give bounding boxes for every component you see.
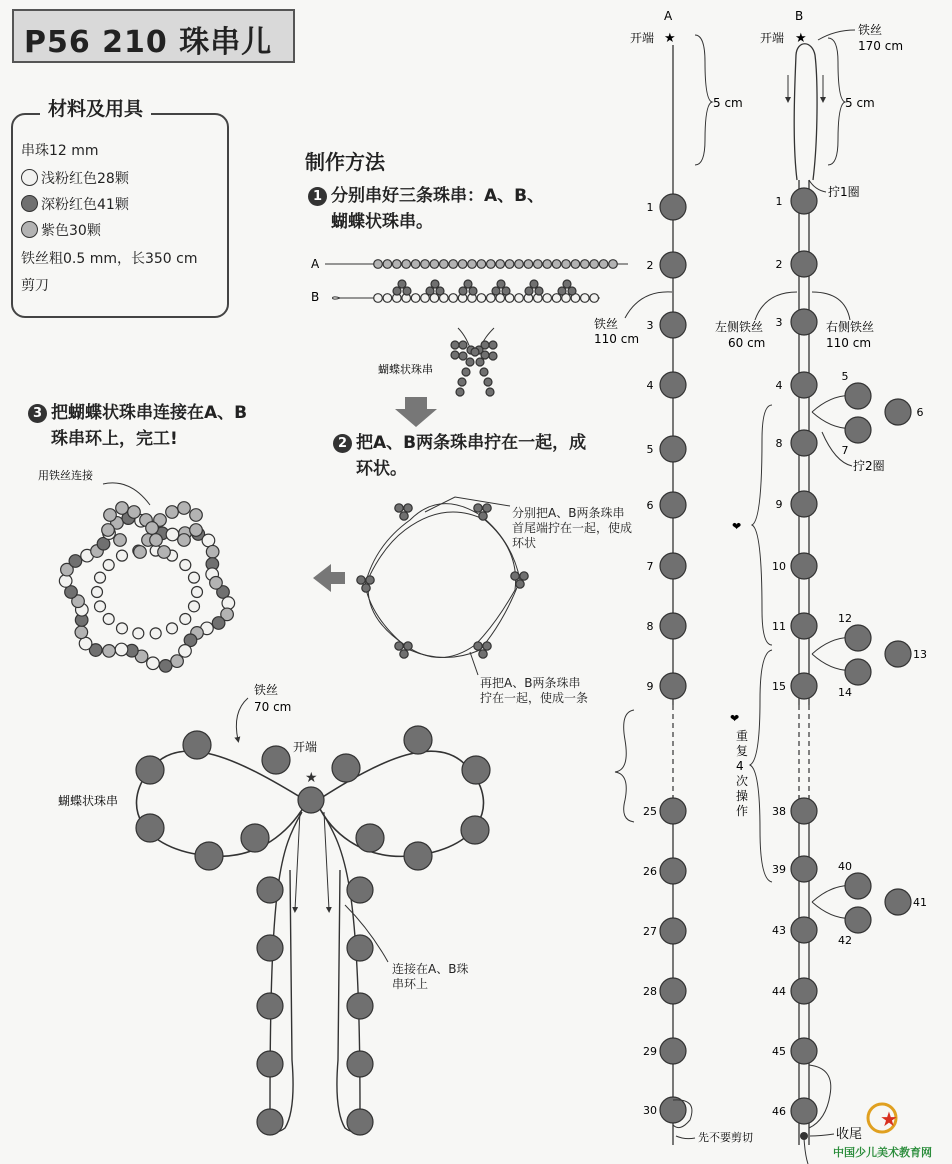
mini-butterfly xyxy=(451,328,497,396)
strand-b-column-bead xyxy=(791,553,817,579)
wreath-bow-bead xyxy=(166,506,179,519)
mini-butterfly-bead xyxy=(458,378,466,386)
right-wire-label: 右侧铁丝 xyxy=(826,320,875,334)
tail-bead xyxy=(347,993,373,1019)
wreath-bead xyxy=(166,528,179,541)
bow-bead xyxy=(404,842,432,870)
strand-b-loop-length: 5 cm xyxy=(845,96,875,110)
mini-butterfly-bead xyxy=(489,352,497,360)
strand-a-bead xyxy=(430,260,439,269)
step-1-text: 1 分别串好三条珠串：A、B、 蝴蝶状珠串。 xyxy=(308,183,544,235)
petal-bead xyxy=(885,889,911,915)
strand-a-column-bead xyxy=(660,978,686,1004)
material-item: 紫色30颗 xyxy=(21,220,101,240)
mini-butterfly-bead xyxy=(484,378,492,386)
svg-text:★: ★ xyxy=(880,1107,898,1131)
strand-a-wire-label: 铁丝 xyxy=(594,317,619,331)
bead-number: 42 xyxy=(838,934,852,947)
star-icon: ★ xyxy=(795,31,807,46)
bow-bead xyxy=(262,746,290,774)
strand-a-bead xyxy=(458,260,467,269)
strand-b-column-bead xyxy=(791,430,817,456)
ring-bead xyxy=(520,572,528,580)
mini-butterfly-bead xyxy=(481,351,489,359)
bead-number: 45 xyxy=(772,1045,786,1058)
strand-b-column-bead xyxy=(791,613,817,639)
twist-1-label: 拧1圈 xyxy=(828,185,860,199)
bead-number: 4 xyxy=(775,379,783,392)
petal-bead xyxy=(459,287,467,295)
wreath-bow-bead xyxy=(104,509,117,522)
wreath-inner-bead xyxy=(192,587,203,598)
strand-b-column-bead xyxy=(791,673,817,699)
bead-number: 3 xyxy=(646,319,654,332)
strand-a-bead xyxy=(477,260,486,269)
tail-bead xyxy=(257,1051,283,1077)
strand-a-column-bead xyxy=(660,1038,686,1064)
bead-number: 9 xyxy=(646,680,654,693)
petal-bead xyxy=(502,287,510,295)
wreath-inner-bead xyxy=(95,601,106,612)
bow-bead xyxy=(461,816,489,844)
strand-b-column-bead xyxy=(791,491,817,517)
ring-bead xyxy=(395,642,403,650)
strand-a-bead xyxy=(411,260,420,269)
petal-bead xyxy=(398,280,406,288)
bow-bead xyxy=(195,842,223,870)
method-title: 制作方法 xyxy=(305,150,385,174)
mini-butterfly-bead xyxy=(466,358,474,366)
bead-number: 41 xyxy=(913,896,927,909)
bead-number: 7 xyxy=(646,560,654,573)
petal-bead xyxy=(525,287,533,295)
left-wire-label: 左侧铁丝 xyxy=(715,320,764,334)
wreath-inner-bead xyxy=(117,623,128,634)
wreath-bow-bead xyxy=(134,546,147,559)
wreath-bow-bead xyxy=(146,522,159,535)
bow-bead xyxy=(404,726,432,754)
strand-a-bead xyxy=(449,260,458,269)
bead-number: 2 xyxy=(775,258,783,271)
bead-number: 39 xyxy=(772,863,786,876)
tail-bead xyxy=(347,1109,373,1135)
strand-a-column-bead xyxy=(660,194,686,220)
strand-a-bead xyxy=(609,260,618,269)
bead-number: 5 xyxy=(646,443,654,456)
repeat-note: 重复 4 次操作 xyxy=(736,729,749,818)
bead-number: 30 xyxy=(643,1104,657,1117)
bead-number: 7 xyxy=(841,444,849,457)
mini-butterfly-bead xyxy=(476,358,484,366)
strand-a-bead xyxy=(440,260,449,269)
strand-a-bead xyxy=(393,260,402,269)
ring-bead xyxy=(400,512,408,520)
petal-bead xyxy=(845,659,871,685)
tail-bead xyxy=(347,877,373,903)
butterfly-strand-label: 蝴蝶状珠串 xyxy=(378,363,433,376)
page-title: P56 210 珠串儿 xyxy=(12,9,295,63)
ring-bead xyxy=(400,650,408,658)
center-bead xyxy=(298,787,324,813)
strand-a-diagram xyxy=(594,9,753,1145)
mini-butterfly-bead xyxy=(489,341,497,349)
ring-bead xyxy=(474,504,482,512)
wreath-inner-bead xyxy=(103,613,114,624)
bow-bead xyxy=(241,824,269,852)
strand-b-bead xyxy=(590,294,599,303)
mini-butterfly-bead xyxy=(486,388,494,396)
strand-b-column-bead xyxy=(791,1098,817,1124)
strand-a-bead xyxy=(421,260,430,269)
watermark-text: 中国少儿美术教育网 xyxy=(833,1146,932,1159)
bead-number: 2 xyxy=(646,259,654,272)
strand-a-bead xyxy=(543,260,552,269)
mini-butterfly-bead xyxy=(459,352,467,360)
wreath-bow-bead xyxy=(178,502,191,515)
bead-number: 11 xyxy=(772,620,786,633)
star-icon: ★ xyxy=(664,31,676,46)
bow-name-label: 蝴蝶状珠串 xyxy=(58,794,119,808)
bead-number: 8 xyxy=(646,620,654,633)
step-number: 3 xyxy=(28,404,47,423)
strand-a-bead xyxy=(383,260,392,269)
bead-number: 13 xyxy=(913,648,927,661)
bead-number: 25 xyxy=(643,805,657,818)
strand-a-bead xyxy=(581,260,590,269)
wreath-bow-bead xyxy=(128,506,141,519)
bead-number: 26 xyxy=(643,865,657,878)
bead-number: 8 xyxy=(775,437,783,450)
ring-bead xyxy=(404,642,412,650)
step3-wreath xyxy=(38,468,235,672)
strand-a-column-bead xyxy=(660,918,686,944)
tail-bead xyxy=(347,935,373,961)
ring-bead xyxy=(395,504,403,512)
wreath-inner-bead xyxy=(150,628,161,639)
bow-wire-label: 铁丝 xyxy=(254,683,279,697)
bow-bead xyxy=(136,814,164,842)
strand-a-label: A xyxy=(311,257,320,271)
petal-bead xyxy=(845,383,871,409)
mini-butterfly-bead xyxy=(459,341,467,349)
petal-bead xyxy=(845,417,871,443)
wreath-inner-bead xyxy=(133,628,144,639)
strand-a-bead xyxy=(374,260,383,269)
petal-bead xyxy=(464,280,472,288)
strand-b-label: B xyxy=(311,290,320,304)
tool: 剪刀 xyxy=(21,278,49,294)
tail-bead xyxy=(257,877,283,903)
bead-number: 6 xyxy=(646,499,654,512)
strand-a-bead xyxy=(524,260,533,269)
strand-a-bead xyxy=(515,260,524,269)
strand-b-beads xyxy=(374,280,599,302)
wreath-inner-bead xyxy=(117,550,128,561)
petal-bead xyxy=(431,280,439,288)
strand-a-column-bead xyxy=(660,613,686,639)
wire-connect-label: 用铁丝连接 xyxy=(38,469,93,482)
heart-icon: ❤ xyxy=(732,520,742,533)
strand-b-column-bead xyxy=(791,917,817,943)
petal-bead xyxy=(845,873,871,899)
petal-bead xyxy=(845,625,871,651)
step2-ring xyxy=(313,497,528,675)
petal-bead xyxy=(403,287,411,295)
strand-a-bead xyxy=(402,260,411,269)
bow-bead xyxy=(356,824,384,852)
wreath-inner-bead xyxy=(92,587,103,598)
strand-a-bead xyxy=(468,260,477,269)
wreath-inner-bead xyxy=(188,601,199,612)
twist-2-label: 拧2圈 xyxy=(853,459,885,473)
bead-number: 27 xyxy=(643,925,657,938)
wreath-bow-bead xyxy=(116,502,129,515)
material-item: 深粉红色41颗 xyxy=(21,194,129,214)
petal-bead xyxy=(535,287,543,295)
strand-a-bead xyxy=(599,260,608,269)
ring-bead xyxy=(404,504,412,512)
strand-a-loop-length: 5 cm xyxy=(713,96,743,110)
bead-number: 15 xyxy=(772,680,786,693)
wreath-bow-bead xyxy=(190,524,203,537)
step2-note-1: 分别把A、B两条珠串首尾端拧在一起，使成环状 xyxy=(512,506,633,550)
strand-a-column-bead xyxy=(660,492,686,518)
strand-a-start: 开端 xyxy=(630,31,655,45)
strand-a-bead xyxy=(552,260,561,269)
ring-bead xyxy=(479,512,487,520)
strand-a-header: A xyxy=(664,9,673,23)
left-wire-length: 60 cm xyxy=(728,336,766,350)
step1-strands xyxy=(311,257,628,427)
tail-bead xyxy=(257,935,283,961)
strand-b-header: B xyxy=(795,9,804,23)
bead-number: 10 xyxy=(772,560,786,573)
strand-a-column-bead xyxy=(660,673,686,699)
bead-size: 串珠12 mm xyxy=(21,143,99,159)
strand-a-bead xyxy=(571,260,580,269)
wreath-bow-bead xyxy=(158,546,171,559)
wreath-bead xyxy=(147,657,160,670)
bead-number: 14 xyxy=(838,686,852,699)
bead-number: 1 xyxy=(775,195,783,208)
bead-number: 46 xyxy=(772,1105,786,1118)
wreath-bead xyxy=(115,643,128,656)
step-2-text: 2 把A、B两条珠串拧在一起，成 环状。 xyxy=(333,430,586,482)
tail-bead xyxy=(347,1051,373,1077)
wreath-bead xyxy=(159,660,172,673)
star-icon: ★ xyxy=(305,770,318,786)
petal-bead xyxy=(436,287,444,295)
mini-butterfly-bead xyxy=(462,368,470,376)
bead-number: 3 xyxy=(775,316,783,329)
bead-number: 9 xyxy=(775,498,783,511)
strand-b-column-bead xyxy=(791,309,817,335)
right-wire-length: 110 cm xyxy=(826,336,872,350)
ring-bead xyxy=(362,584,370,592)
bead-number: 12 xyxy=(838,612,852,625)
petal-bead xyxy=(393,287,401,295)
petal-bead xyxy=(845,907,871,933)
bead-number: 43 xyxy=(772,924,786,937)
wreath-inner-bead xyxy=(180,560,191,571)
wreath-inner-bead xyxy=(103,560,114,571)
strand-a-column-bead xyxy=(660,798,686,824)
bead-number: 4 xyxy=(646,379,654,392)
mini-butterfly-bead xyxy=(456,388,464,396)
wreath-bow-bead xyxy=(178,534,191,547)
wreath-inner-bead xyxy=(188,572,199,583)
wreath-inner-bead xyxy=(95,572,106,583)
wreath-bow-bead xyxy=(114,534,127,547)
materials-title: 材料及用具 xyxy=(40,94,151,121)
bead-number: 5 xyxy=(841,370,849,383)
strand-b-bead xyxy=(374,294,383,303)
strand-b-column-bead xyxy=(791,978,817,1004)
wreath-bow-bead xyxy=(150,534,163,547)
bead-number: 1 xyxy=(646,201,654,214)
bead-number: 28 xyxy=(643,985,657,998)
petal-bead xyxy=(492,287,500,295)
petal-bead xyxy=(469,287,477,295)
strand-a-column-bead xyxy=(660,553,686,579)
bow-wire-length: 70 cm xyxy=(254,700,292,714)
tail-bead xyxy=(257,1109,283,1135)
bead-number: 6 xyxy=(916,406,924,419)
strand-b-column-bead xyxy=(791,251,817,277)
strand-a-column-bead xyxy=(660,1097,686,1123)
petal-bead xyxy=(563,280,571,288)
ring-bead xyxy=(357,576,365,584)
petal-bead xyxy=(885,399,911,425)
strand-a-wire-length: 110 cm xyxy=(594,332,640,346)
strand-b-bead xyxy=(411,294,420,303)
strand-a-column-bead xyxy=(660,312,686,338)
mini-butterfly-bead xyxy=(480,368,488,376)
petal-bead xyxy=(885,641,911,667)
petal-bead xyxy=(530,280,538,288)
wreath-inner-bead xyxy=(167,623,178,634)
mini-butterfly-bead xyxy=(451,341,459,349)
bead-number: 44 xyxy=(772,985,786,998)
petal-bead xyxy=(497,280,505,288)
strand-a-column-bead xyxy=(660,372,686,398)
wreath-bead xyxy=(59,575,72,588)
petal-bead xyxy=(568,287,576,295)
step2-note-2: 再把A、B两条珠串拧在一起，使成一条 xyxy=(480,676,589,705)
wreath-bead xyxy=(171,655,184,668)
strand-a-bead xyxy=(534,260,543,269)
strand-a-column-bead xyxy=(660,436,686,462)
wreath-bow-bead xyxy=(102,524,115,537)
ring-bead xyxy=(479,650,487,658)
wreath-bead xyxy=(75,626,88,639)
mini-butterfly-bead xyxy=(471,348,479,356)
bow-start-label: 开端 xyxy=(293,740,318,754)
strand-b-bead xyxy=(552,294,561,303)
ring-bead xyxy=(516,580,524,588)
finish-label: 收尾 xyxy=(836,1127,863,1142)
wreath-bead xyxy=(69,555,82,568)
strand-b-bead xyxy=(581,294,590,303)
strand-a-column-bead xyxy=(660,252,686,278)
strand-b-wire-length: 170 cm xyxy=(858,39,904,53)
strand-b-wire-label: 铁丝 xyxy=(858,23,883,37)
strand-a-bead xyxy=(562,260,571,269)
heart-icon: ❤ xyxy=(730,712,740,725)
ring-bead xyxy=(483,642,491,650)
bead-number: 40 xyxy=(838,860,852,873)
strand-a-bead xyxy=(487,260,496,269)
bow-bead xyxy=(462,756,490,784)
down-arrow-icon xyxy=(395,397,437,427)
wreath-bead xyxy=(210,576,223,589)
strand-b-column-bead xyxy=(791,798,817,824)
strand-a-beads xyxy=(374,260,618,269)
ring-bead xyxy=(474,642,482,650)
wire-spec: 铁丝粗0.5 mm，长350 cm xyxy=(21,251,198,267)
material-item: 浅粉红色28颗 xyxy=(21,168,129,188)
wreath-inner-bead xyxy=(180,613,191,624)
strand-b-column-bead xyxy=(791,1038,817,1064)
strand-a-bead xyxy=(505,260,514,269)
tail-bead xyxy=(257,993,283,1019)
ring-bead xyxy=(483,504,491,512)
strand-b-bead xyxy=(477,294,486,303)
bead-number: 38 xyxy=(772,805,786,818)
wreath-bead xyxy=(206,545,219,558)
petal-bead xyxy=(558,287,566,295)
strand-b-bead xyxy=(449,294,458,303)
step-3-text: 3 把蝴蝶状珠串连接在A、B 珠串环上，完工! xyxy=(28,400,247,452)
strand-b-column-bead xyxy=(791,856,817,882)
strand-b-column-bead xyxy=(791,372,817,398)
strand-b-bead xyxy=(383,294,392,303)
wreath-bow-bead xyxy=(190,509,203,522)
strand-a-bead xyxy=(590,260,599,269)
bow-connect-note: 连接在A、B珠串环上 xyxy=(392,962,469,991)
petal-bead xyxy=(426,287,434,295)
bow-diagram xyxy=(58,682,490,1135)
bow-bead xyxy=(183,731,211,759)
ring-bead xyxy=(511,572,519,580)
left-arrow-icon xyxy=(313,564,345,592)
ring-bead xyxy=(366,576,374,584)
strand-b-start: 开端 xyxy=(760,31,785,45)
bow-bead xyxy=(332,754,360,782)
bow-bead xyxy=(136,756,164,784)
strand-b-diagram xyxy=(715,9,927,1164)
wreath-bead xyxy=(212,617,225,630)
strand-a-end-note: 先不要剪切 xyxy=(698,1131,753,1144)
wreath-bead xyxy=(103,645,116,658)
step-number: 2 xyxy=(333,434,352,453)
strand-b-bead xyxy=(515,294,524,303)
wreath-bead xyxy=(222,597,235,610)
strand-b-column-bead xyxy=(791,188,817,214)
mini-butterfly-bead xyxy=(451,351,459,359)
strand-a-bead xyxy=(496,260,505,269)
strand-a-column-bead xyxy=(660,858,686,884)
step-number: 1 xyxy=(308,187,327,206)
strand-b-bead xyxy=(543,294,552,303)
bead-number: 29 xyxy=(643,1045,657,1058)
